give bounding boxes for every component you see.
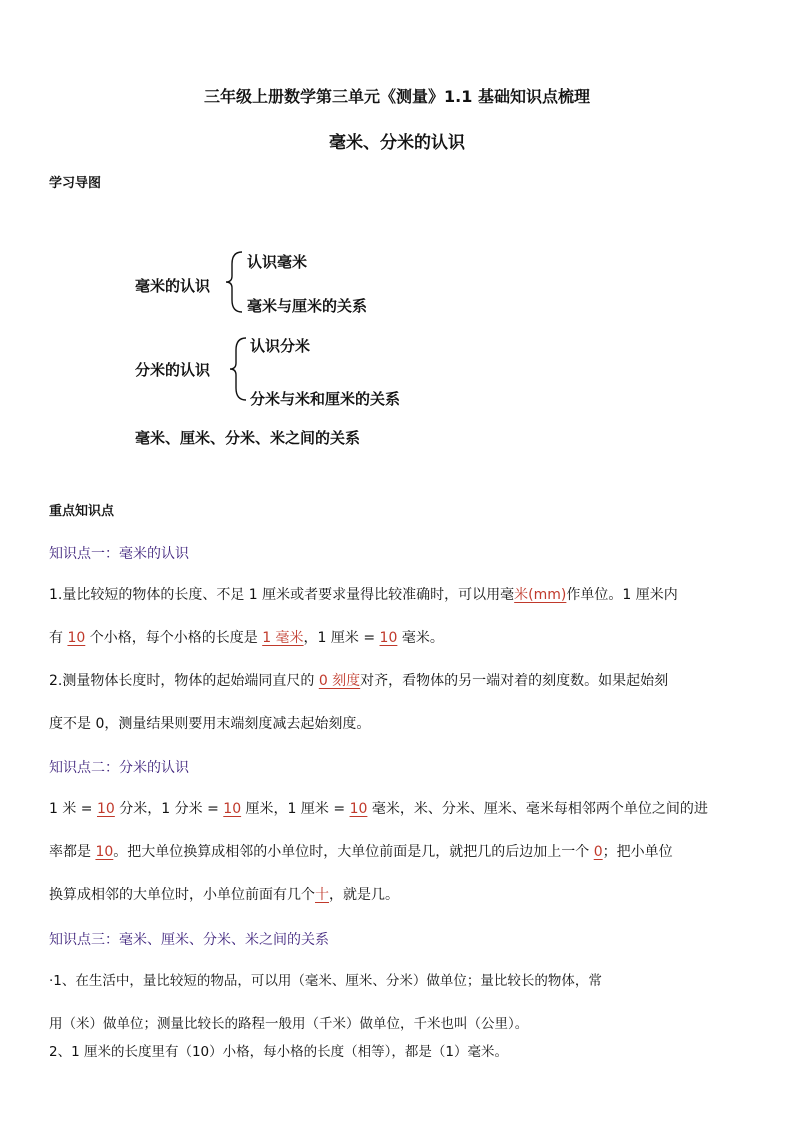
mindmap-footer: 毫米、厘米、分米、米之间的关系 xyxy=(135,429,361,447)
answer-blank: 10 xyxy=(95,844,114,860)
mindmap-root-1: 毫米的认识 xyxy=(135,277,211,295)
answer-blank: 10 xyxy=(97,801,115,817)
kp3-title: 知识点三：毫米、厘米、分米、米之间的关系 xyxy=(49,932,329,948)
kp2-paragraph-1: 1 米 = 10 分米，1 分米 = 10 厘米，1 厘米 = 10 毫米，米、分米、厘米、毫米每相邻两个单位之间的进 率都是 10。把大单位换算成相邻的小单位时，大单位前面是几，就把几的后边加上一个 0；把小单位 换算成相邻的大单位时，小单位前面有几个十，就是几。 xyxy=(49,801,708,903)
kp3-paragraph-2: 2、1 厘米的长度里有（10）小格，每小格的长度（相等），都是（1）毫米。 xyxy=(49,1044,508,1060)
answer-blank: 米(mm) xyxy=(514,587,567,603)
answer-blank: 10 xyxy=(379,630,398,646)
brace-icon xyxy=(228,336,248,402)
mindmap-root-2: 分米的认识 xyxy=(135,361,211,379)
answer-blank: 0 xyxy=(593,844,603,860)
answer-blank: 10 xyxy=(67,630,86,646)
kp1-title: 知识点一：毫米的认识 xyxy=(49,546,189,562)
answer-blank: 1 毫米 xyxy=(262,630,304,646)
mindmap-child-1-1: 认识毫米 xyxy=(247,253,308,271)
keypoints-label: 重点知识点 xyxy=(49,504,115,519)
answer-blank: 10 xyxy=(223,801,242,817)
mindmap-label: 学习导图 xyxy=(49,176,102,191)
answer-blank: 10 xyxy=(349,801,368,817)
kp2-title: 知识点二：分米的认识 xyxy=(49,760,189,776)
kp1-paragraph-1: 1.量比较短的物体的长度、不足 1 厘米或者要求量得比较准确时，可以用毫米(mm)作单位。1 厘米内 有 10 个小格，每个小格的长度是 1 毫米，1 厘米 = 10 毫米。 xyxy=(49,587,678,646)
mindmap-child-2-2: 分米与米和厘米的关系 xyxy=(250,390,401,408)
page-subtitle: 毫米、分米的认识 xyxy=(329,133,465,153)
page-title: 三年级上册数学第三单元《测量》1.1 基础知识点梳理 xyxy=(204,87,590,106)
answer-blank: 十 xyxy=(315,887,329,903)
answer-blank: 0 刻度 xyxy=(318,673,361,689)
kp1-paragraph-2: 2.测量物体长度时，物体的起始端同直尺的 0 刻度对齐，看物体的另一端对着的刻度数。如果起始刻 度不是 0，测量结果则要用末端刻度减去起始刻度。 xyxy=(49,673,669,732)
kp3-paragraph-1: ·1、在生活中，量比较短的物品，可以用（毫米、厘米、分米）做单位；量比较长的物体，常 用（米）做单位；测量比较长的路程一般用（千米）做单位，千米也叫（公里）。 xyxy=(49,973,602,1032)
brace-icon xyxy=(224,250,244,314)
mindmap-child-2-1: 认识分米 xyxy=(250,337,311,355)
mindmap-child-1-2: 毫米与厘米的关系 xyxy=(247,297,368,315)
